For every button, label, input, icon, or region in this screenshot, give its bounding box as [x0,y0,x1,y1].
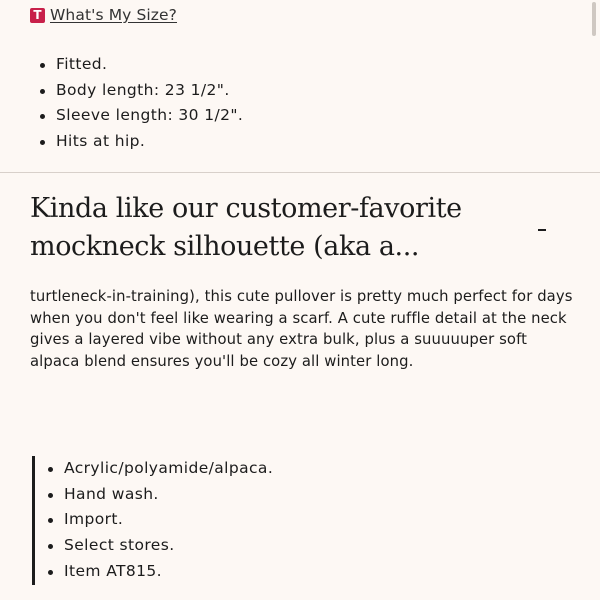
list-item: Body length: 23 1/2". [38,78,243,104]
product-headline: Kinda like our customer-favorite mockneck silhouette (aka a... [30,193,462,262]
list-item: Sleeve length: 30 1/2". [38,103,243,129]
list-item: Hand wash. [46,482,273,508]
size-guide-row[interactable] [30,6,177,24]
list-item: Import. [46,507,273,533]
care-details-list [32,456,273,585]
list-item: Item AT815. [46,559,273,585]
list-item: Fitted. [38,52,243,78]
list-item: Hits at hip. [38,129,243,155]
list-item: Select stores. [46,533,273,559]
minus-icon[interactable] [538,229,546,231]
section-divider [0,172,600,173]
scrollbar[interactable] [592,2,596,36]
product-description: turtleneck-in-training), this cute pullover is pretty much perfect for days when you don't feel like wearing a scarf. A cute ruffle detail at the neck gives a layered vibe without any extra bulk, plus a suuuuuper soft alpaca blend ensures you'll be cozy all winter long. [30,288,573,370]
list-item: Acrylic/polyamide/alpaca. [46,456,273,482]
t-logo-icon: T [30,8,45,23]
fit-details-list [38,52,243,155]
whats-my-size-link[interactable]: What's My Size? [50,6,178,24]
